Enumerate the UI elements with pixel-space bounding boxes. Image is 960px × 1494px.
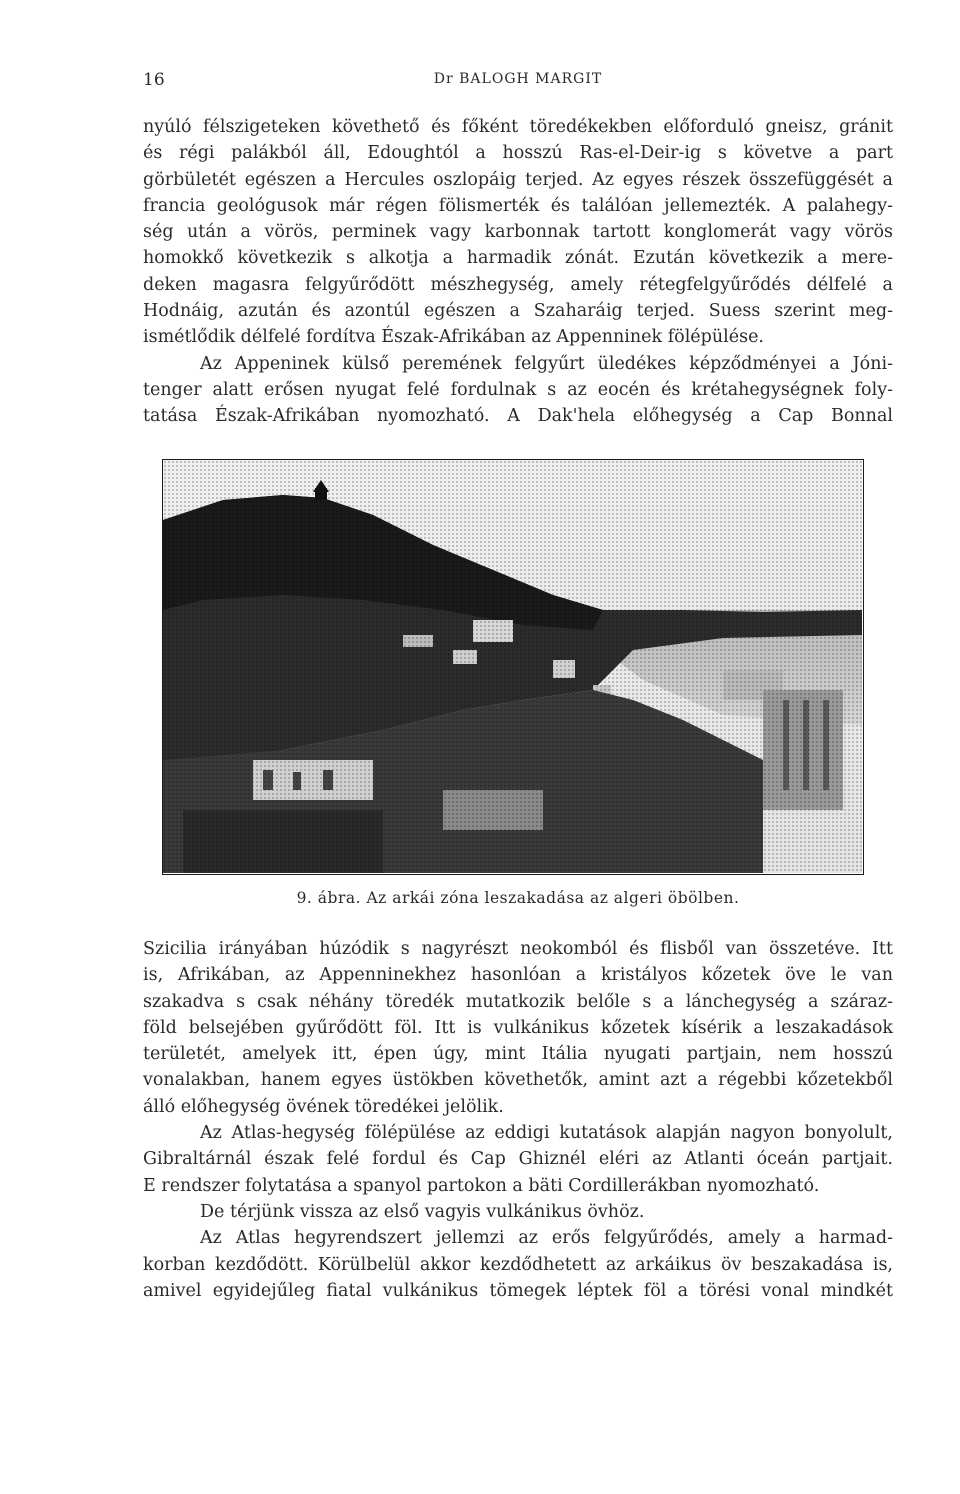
- text-line: területét, amelyek itt, épen úgy, mint Itália nyugati partjain, nem hosszú: [143, 1044, 893, 1065]
- body-text-bottom: [143, 936, 893, 1304]
- text-line: vonalakban, hanem egyes üstökben követhetők, amint azt a régebbi kőzetekből: [143, 1070, 893, 1091]
- body-text-top: [143, 114, 893, 430]
- text-line: Az Atlas hegyrendszert jellemzi az erős felgyűrődés, amely a harmad-: [200, 1228, 893, 1249]
- figure-photo-algiers-bay: [162, 459, 864, 875]
- running-head: [143, 70, 893, 94]
- text-line: nyúló félszigeteken követhető és főként töredékekben előforduló gneisz, gránit: [143, 117, 893, 137]
- text-line: ség után a vörös, perminek vagy karbonnak tartott konglomerát vagy vörös: [143, 222, 893, 243]
- text-line: és régi palákból áll, Edoughtól a hosszú Ras-el-Deir-ig s követve a part: [143, 143, 893, 164]
- text-line: tatása Észak-Afrikában nyomozható. A Dak'hela előhegység a Cap Bonnal: [143, 406, 893, 427]
- text-line: Az Atlas-hegység fölépülése az eddigi kutatások alapján nagyon bonyolult,: [200, 1123, 893, 1144]
- text-line: föld belsejében gyűrődött föl. Itt is vulkánikus kőzetek kísérik a leszakadások: [143, 1017, 893, 1038]
- text-line: homokkő következik s alkotja a harmadik zónát. Ezután következik a mere-: [143, 248, 893, 269]
- text-line: Gibraltárnál észak felé fordul és Cap Ghiznél eléri az Atlanti óceán partjait.: [143, 1149, 893, 1170]
- text-line: E rendszer folytatása a spanyol partokon a bäti Cordillerákban nyomozható.: [143, 1175, 820, 1196]
- page-number: 16: [143, 70, 165, 90]
- halftone-photo: [163, 460, 862, 873]
- text-line: szakadva s csak néhány töredék mutatkozik belőle s a lánchegység a száraz-: [143, 991, 893, 1012]
- text-line: tenger alatt erősen nyugat felé fordulnak s az eocén és krétahegységnek foly-: [143, 379, 893, 400]
- text-line: amivel egyidejűleg fiatal vulkánikus tömegek léptek föl a törési vonal mindkét: [143, 1280, 893, 1301]
- running-title: Dr BALOGH MARGIT: [433, 71, 603, 87]
- text-line: álló előhegység övének töredékei jelölik.: [143, 1096, 504, 1117]
- text-line: görbületét egészen a Hercules oszlopáig terjed. Az egyes részek összefüggését a: [143, 169, 893, 190]
- text-line: ismétlődik délfelé fordítva Észak-Afrikában az Appenninek fölépülése.: [143, 327, 764, 348]
- text-line: francia geológusok már régen fölismerték és találóan jellemezték. A palahegy-: [143, 195, 893, 216]
- text-line: is, Afrikában, az Appenninekhez hasonlóan a kristályos kőzetek öve le van: [143, 965, 893, 986]
- text-line: Hodnáig, azután és azontúl egészen a Szaharáig terjed. Suess szerint meg-: [143, 301, 893, 322]
- text-line: deken magasra felgyűrődött mészhegység, amely rétegfelgyűrődés délfelé a: [143, 274, 893, 295]
- text-line: korban kezdődött. Körülbelül akkor kezdődhetett az arkáikus öv beszakadása is,: [143, 1254, 893, 1275]
- figure-caption: 9. ábra. Az arkái zóna leszakadása az algeri öbölben.: [296, 889, 740, 907]
- text-line: De térjünk vissza az első vagyis vulkánikus övhöz.: [200, 1201, 645, 1222]
- text-line: Szicilia irányában húzódik s nagyrészt neokomból és flisből van összetéve. Itt: [143, 939, 893, 959]
- text-line: Az Appeninek külső peremének felgyűrt üledékes képződményei a Jóni-: [200, 353, 893, 374]
